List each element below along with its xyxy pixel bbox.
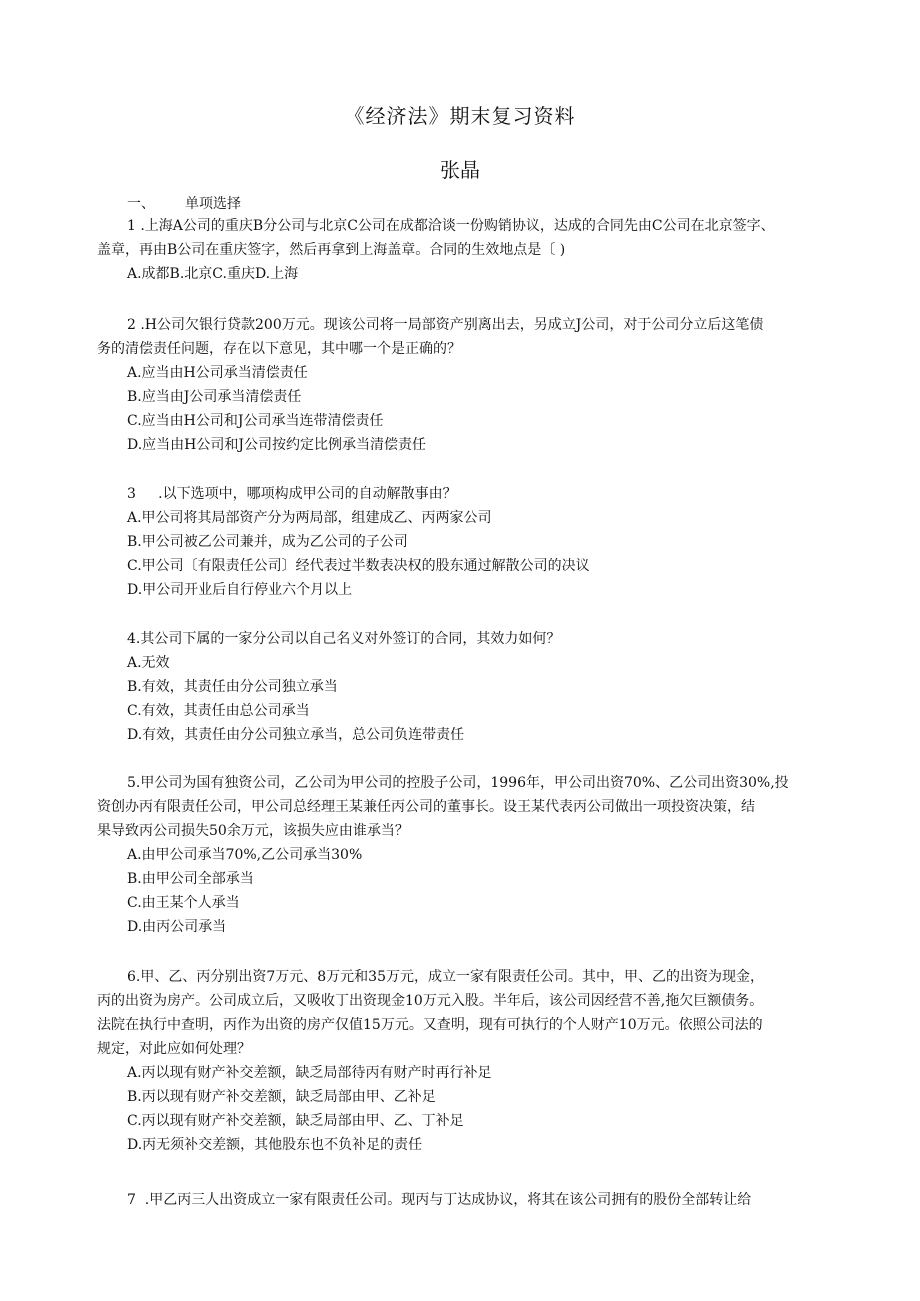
question-stem-line: 4.其公司下属的一家分公司以自己名义对外签订的合同，其效力如何？ [127,631,561,647]
question-stem-line: 7 .甲乙丙三人出资成立一家有限责任公司。现丙与丁达成协议，将其在该公司拥有的股份全部转让给 [127,1192,752,1208]
question-7 [127,1188,827,1212]
question-option: B.丙以现有财产补交差额，缺乏局部由甲、乙补足 [127,1089,436,1105]
question-option: A.无效 [127,655,170,671]
question-4 [127,627,827,747]
question-5 [97,771,827,939]
question-stem-line: 丙的出资为房产。公司成立后，又吸收丁出资现金10万元入股。半年后，该公司因经营不善,拖欠巨额债务。 [97,993,764,1009]
question-option: D.丙无须补交差额，其他股东也不负补足的责任 [127,1137,423,1153]
question-option: A.丙以现有财产补交差额，缺乏局部待丙有财产时再行补足 [127,1065,492,1081]
question-option: C.丙以现有财产补交差额，缺乏局部由甲、乙、丁补足 [127,1113,464,1129]
question-option: A.成都B.北京C.重庆D.上海 [127,266,299,282]
question-option: A.甲公司将其局部资产分为两局部，组建成乙、丙两家公司 [127,510,492,526]
question-stem-line: 法院在执行中查明，丙作为出资的房产仅值15万元。又查明，现有可执行的个人财产10万元。依照公司法的 [97,1017,763,1033]
question-stem-line: 务的清偿责任问题，存在以下意见，其中哪一个是正确的？ [97,341,461,357]
question-option: B.有效，其责任由分公司独立承当 [127,679,338,695]
question-option: A.由甲公司承当70%,乙公司承当30% [127,847,363,863]
question-stem-line: 3 .以下选项中，哪项构成甲公司的自动解散事由？ [127,486,457,502]
question-stem-line: 盖章，再由B公司在重庆签字，然后再拿到上海盖章。合同的生效地点是〔 ) [97,242,566,258]
question-option: B.应当由J公司承当清偿责任 [127,389,302,405]
question-option: D.有效，其责任由分公司独立承当，总公司负连带责任 [127,727,465,743]
document-title: 《经济法》期末复习资料 [344,104,576,128]
section-label: 单项选择 [185,196,241,212]
question-2 [97,313,827,457]
question-stem-line: 2 .H公司欠银行贷款200万元。现该公司将一局部资产别离出去，另成立J公司，对于公司分立后这笔债 [127,317,764,333]
question-6 [97,965,827,1157]
question-stem-line: 资创办丙有限责任公司，甲公司总经理王某兼任丙公司的董事长。设王某代表丙公司做出一项投资决策，结 [97,799,755,815]
question-3 [127,482,827,602]
section-heading [127,193,241,213]
section-number: 一、 [127,196,155,212]
question-option: C.由王某个人承当 [127,895,240,911]
question-option: D.甲公司开业后自行停业六个月以上 [127,582,353,598]
question-option: C.应当由H公司和J公司承当连带清偿责任 [127,413,384,429]
question-option: D.由丙公司承当 [127,919,227,935]
question-stem-line: 5.甲公司为国有独资公司，乙公司为甲公司的控股子公司，1996年，甲公司出资70%、乙公司出资30%,投 [127,775,789,791]
question-stem-line: 6.甲、乙、丙分别出资7万元、8万元和35万元，成立一家有限责任公司。其中，甲、乙的出资为现金， [127,969,764,985]
question-stem-line: 1 .上海A公司的重庆B分公司与北京C公司在成都洽谈一份购销协议，达成的合同先由C公司在北京签字、 [127,218,775,234]
question-option: D.应当由H公司和J公司按约定比例承当清偿责任 [127,437,426,453]
question-1 [97,214,827,286]
document-author: 张晶 [440,158,480,182]
question-option: A.应当由H公司承当清偿责任 [127,365,308,381]
question-option: C.甲公司〔有限责任公司〕经代表过半数表决权的股东通过解散公司的决议 [127,558,590,574]
question-option: B.由甲公司全部承当 [127,871,254,887]
question-option: B.甲公司被乙公司兼并，成为乙公司的子公司 [127,534,408,550]
question-option: C.有效，其责任由总公司承当 [127,703,310,719]
question-stem-line: 果导致丙公司损失50余万元，该损失应由谁承当？ [97,823,409,839]
question-stem-line: 规定，对此应如何处理？ [97,1041,251,1057]
